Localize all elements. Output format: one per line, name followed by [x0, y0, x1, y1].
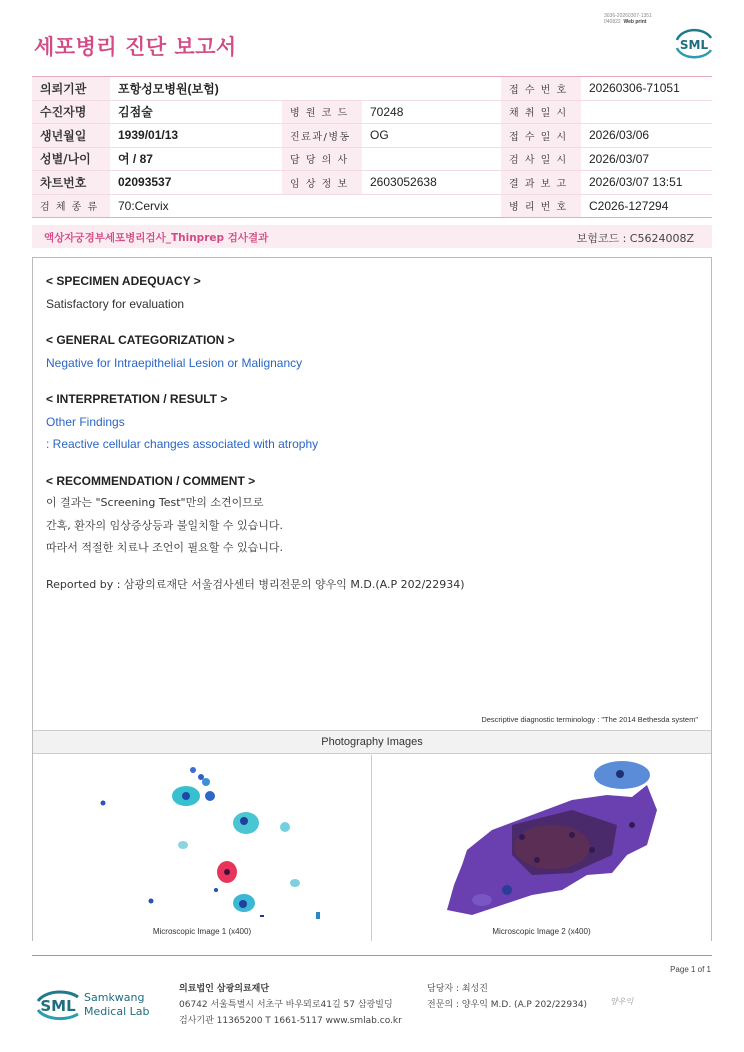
- info-value: 김점술: [110, 100, 282, 124]
- info-label: 담 당 의 사: [282, 147, 362, 171]
- result-content: [46, 270, 696, 596]
- foundation-street: 06742 서울특별시 서초구 바우뫼로41길 57 삼광빌딩: [179, 1000, 393, 1010]
- footer-divider: [32, 955, 712, 956]
- info-row: [32, 77, 712, 101]
- interpretation-line2: : Reactive cellular changes associated with atrophy: [46, 437, 319, 451]
- recommendation-title: < RECOMMENDATION / COMMENT >: [46, 473, 256, 488]
- info-value: 여 / 87: [110, 147, 282, 171]
- info-value: 2026/03/07 13:51: [581, 171, 712, 195]
- info-label: 병 원 코 드: [282, 100, 362, 124]
- reported-by: Reported by : 삼광의료재단 서울검사센터 병리전문의 양우익 M.D.(A.P 202/22934): [46, 577, 465, 591]
- adequacy-title: < SPECIMEN ADEQUACY >: [46, 274, 201, 288]
- photo-section-header: Photography Images: [33, 730, 711, 754]
- info-label: 수진자명: [32, 100, 110, 124]
- patient-info-table: [32, 76, 712, 218]
- microscopic-image-1: [33, 755, 372, 941]
- info-row: [32, 147, 712, 171]
- web-print-label: Web print: [623, 19, 647, 25]
- info-label: 의뢰기관: [32, 77, 110, 101]
- info-row: [32, 194, 712, 218]
- result-panel: [32, 257, 712, 941]
- info-label: 검 사 일 시: [501, 147, 581, 171]
- info-row: [32, 124, 712, 148]
- recommendation-line: 이 결과는 "Screening Test"만의 소견이므로: [46, 496, 264, 509]
- info-value: 2026/03/06: [581, 124, 712, 148]
- microscopic-image-2: [372, 755, 711, 941]
- info-value: [362, 147, 501, 171]
- microscopic-image-1-picture: [33, 755, 372, 941]
- document-code: [604, 13, 652, 25]
- info-label: 차트번호: [32, 171, 110, 195]
- info-value: [581, 100, 712, 124]
- info-value: C2026-127294: [581, 194, 712, 218]
- info-label: 성별/나이: [32, 147, 110, 171]
- info-label: 접 수 일 시: [501, 124, 581, 148]
- recommendation-line: 간혹, 환자의 임상증상등과 불일치할 수 있습니다.: [46, 518, 283, 532]
- samkwang-logo-name1: Samkwang: [84, 991, 145, 1004]
- samkwang-logo-mark: SML: [40, 997, 76, 1015]
- info-label: 접 수 번 호: [501, 77, 581, 101]
- test-name: 액상자궁경부세포병리검사_Thinprep 검사결과: [44, 232, 269, 244]
- recommendation-line: 따라서 적절한 치료나 조언이 필요할 수 있습니다.: [46, 541, 283, 554]
- info-label: 결 과 보 고: [501, 171, 581, 195]
- insurance-code: 보험코드 : C5624008Z: [576, 232, 694, 245]
- image-2-caption: Microscopic Image 2 (x400): [492, 927, 591, 936]
- info-value: 02093537: [110, 171, 282, 195]
- categorization-text: Negative for Intraepithelial Lesion or Malignancy: [46, 355, 303, 370]
- samkwang-logo: [34, 981, 164, 1027]
- samkwang-logo-name2: Medical Lab: [84, 1005, 150, 1018]
- test-name-bar: [32, 225, 712, 248]
- info-row: [32, 171, 712, 195]
- categorization-title: < GENERAL CATEGORIZATION >: [46, 333, 235, 347]
- microscopic-image-2-picture: [372, 755, 711, 941]
- info-value: 20260306-71051: [581, 77, 712, 101]
- foundation-contact: 검사기관 11365200 T 1661-5117 www.smlab.co.kr: [179, 1016, 402, 1026]
- report-title: 세포병리 진단 보고서: [34, 35, 237, 59]
- specialist: 전문의 : 양우익 M.D. (A.P 202/22934): [427, 1000, 588, 1010]
- info-value: 70248: [362, 100, 501, 124]
- document-code-line1: 3036-20260307-1351: [604, 13, 652, 19]
- sml-logo-text: SML: [679, 38, 709, 52]
- specialist-signature: 양우익: [610, 997, 634, 1006]
- info-value: 2026/03/07: [581, 147, 712, 171]
- info-label: 임 상 정 보: [282, 171, 362, 195]
- info-label: 채 취 일 시: [501, 100, 581, 124]
- page-number: Page 1 of 1: [670, 965, 711, 974]
- staff-in-charge: 담당자 : 최성진: [427, 984, 488, 994]
- info-value: 1939/01/13: [110, 124, 282, 148]
- adequacy-text: Satisfactory for evaluation: [46, 296, 185, 311]
- info-label: 병 리 번 호: [501, 194, 581, 218]
- foundation-name: 의료법인 삼광의료재단: [179, 984, 270, 994]
- info-label: 진료과/병동: [282, 124, 362, 148]
- interpretation-title: < INTERPRETATION / RESULT >: [46, 392, 228, 406]
- info-label: 검 체 종 류: [32, 194, 110, 218]
- info-value: OG: [362, 124, 501, 148]
- info-value: 70:Cervix: [110, 194, 501, 218]
- staff-info: [427, 981, 587, 1013]
- info-row: [32, 100, 712, 124]
- image-1-caption: Microscopic Image 1 (x400): [152, 927, 252, 936]
- interpretation-line1: Other Findings: [46, 414, 125, 429]
- document-code-line2: 040822: [604, 19, 621, 25]
- info-value: 포항성모병원(보험): [110, 77, 501, 101]
- info-label: 생년월일: [32, 124, 110, 148]
- sml-logo: [672, 26, 716, 62]
- info-value: 2603052638: [362, 171, 501, 195]
- terminology-note: Descriptive diagnostic terminology : "The 2014 Bethesda system": [481, 715, 698, 724]
- foundation-address: [179, 981, 402, 1029]
